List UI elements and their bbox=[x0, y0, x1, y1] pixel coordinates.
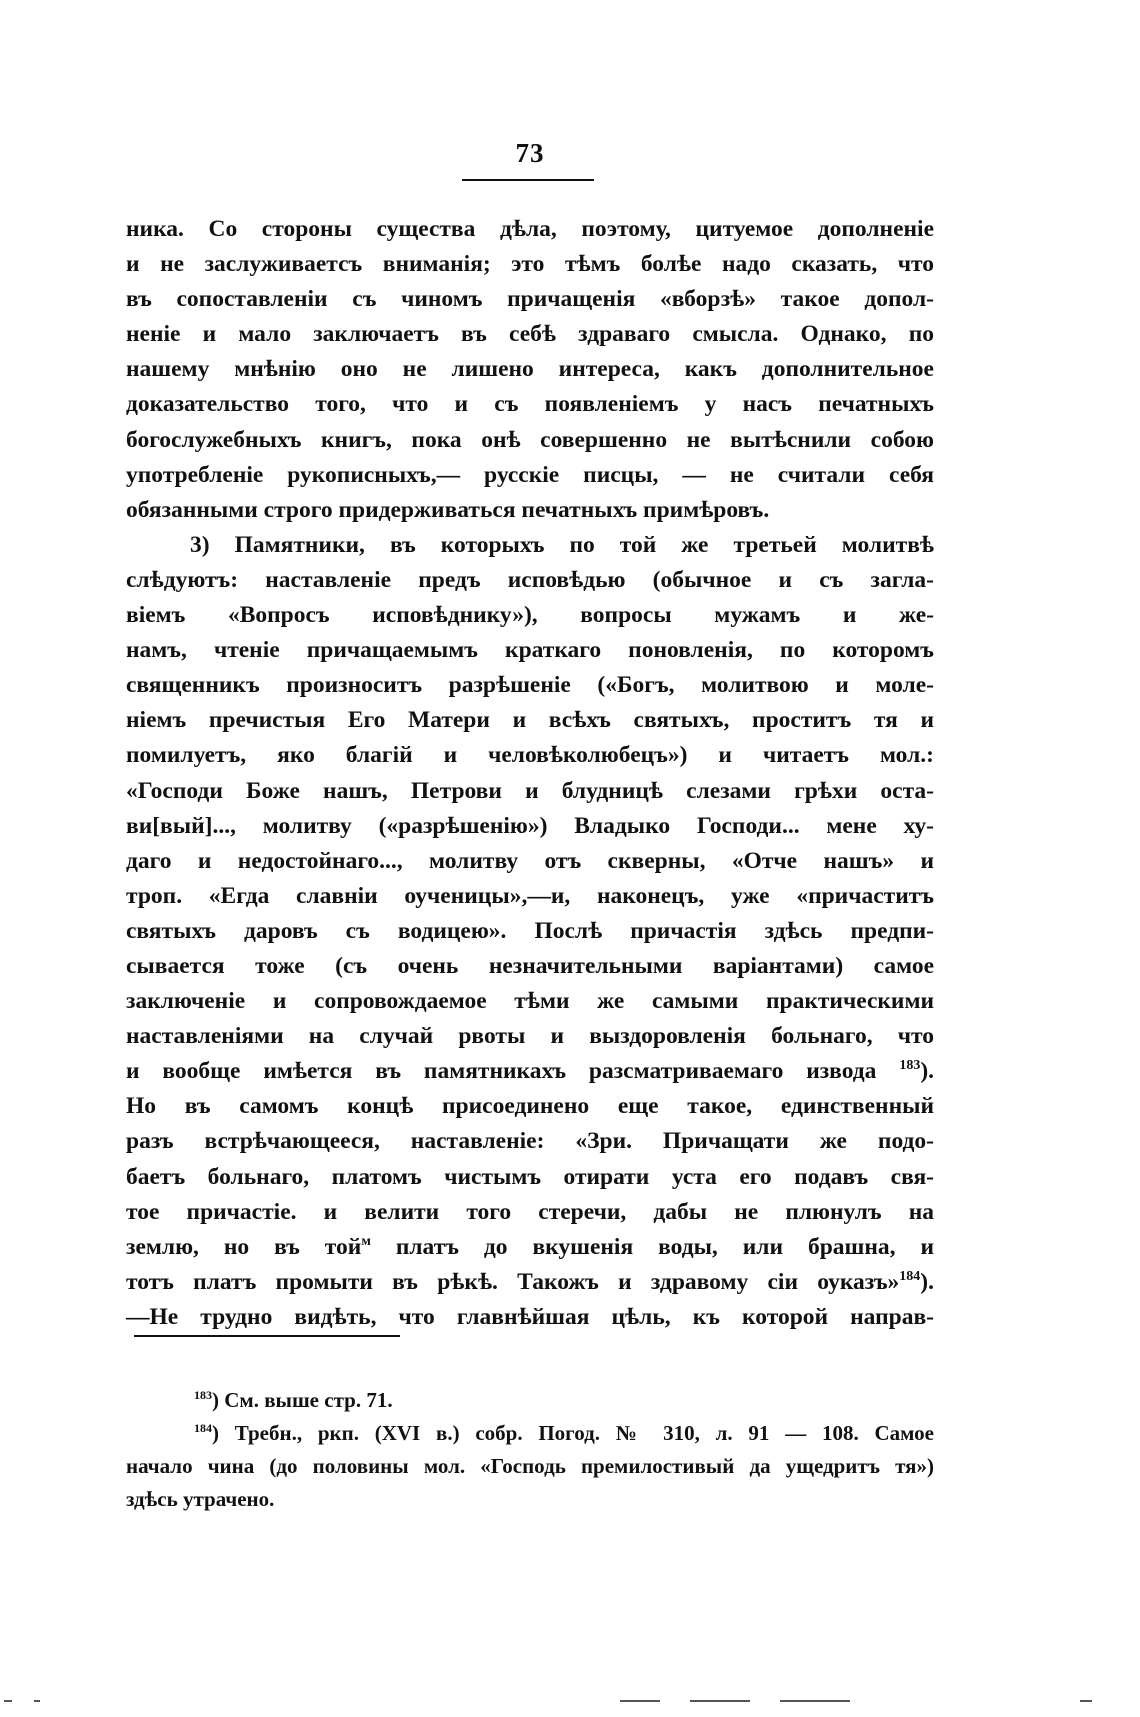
text-line-segment: платъ до вкушенія воды, или брашна, и bbox=[395, 1233, 934, 1260]
speck bbox=[690, 1700, 750, 1702]
text-line: ви[вый]..., молитву («разрѣшенію») Владыко Господи... мене ху- bbox=[126, 812, 934, 839]
text-line-segment: тотъ платъ промыти въ рѣкѣ. Такожъ и здравому сіи оуказъ» bbox=[126, 1268, 900, 1295]
speck bbox=[4, 1700, 12, 1702]
text-line: троп. «Егда славніи оученицы»,—и, наконецъ, уже «причаститъ bbox=[126, 882, 934, 909]
text-line: неніе и мало заключаетъ въ себѣ здраваго смысла. Однако, по bbox=[126, 321, 934, 348]
text-line: «Господи Боже нашъ, Петрови и блудницѣ слезами грѣхи оста- bbox=[126, 777, 934, 804]
text-line: помилуетъ, яко благій и человѣколюбецъ») и читаетъ мол.: bbox=[126, 742, 934, 769]
scan-edge-specks bbox=[0, 1700, 1140, 1706]
text-line: —Не трудно видѣть, что главнѣйшая цѣль, къ которой направ- bbox=[126, 1303, 934, 1330]
speck bbox=[34, 1700, 40, 1702]
text-line: богослужебныхъ книгъ, пока онѣ совершенно не вытѣснили собою bbox=[126, 426, 934, 453]
text-line: сывается тоже (съ очень незначительными варіантами) самое bbox=[126, 952, 934, 979]
page-number-rule bbox=[462, 179, 594, 181]
footnote-184 bbox=[126, 1417, 934, 1450]
speck bbox=[620, 1700, 660, 1702]
paragraph-3-start: 3) Памятники, въ которыхъ по той же третьей молитвѣ bbox=[190, 531, 934, 558]
superscript-mark: м bbox=[361, 1233, 371, 1249]
text-line-with-mark bbox=[126, 1230, 934, 1265]
footnote-183 bbox=[126, 1384, 934, 1417]
text-line-segment: землю, но въ той bbox=[126, 1233, 362, 1260]
text-line: баетъ больнаго, платомъ чистымъ отирати уста его подавъ свя- bbox=[126, 1163, 934, 1190]
footnote-184-continuation: здѣсь утрачено. bbox=[126, 1487, 275, 1511]
text-line: доказательство того, что и съ появленіемъ у насъ печатныхъ bbox=[126, 391, 934, 418]
text-line: Но въ самомъ концѣ присоединено еще такое, единственный bbox=[126, 1093, 934, 1120]
speck bbox=[1080, 1700, 1092, 1702]
text-line: нашему мнѣнію оно не лишено интереса, какъ дополнительное bbox=[126, 356, 934, 383]
text-line: намъ, чтеніе причащаемымъ краткаго поновленія, по которомъ bbox=[126, 637, 934, 664]
text-line: заключеніе и сопровождаемое тѣми же самыми практическими bbox=[126, 988, 934, 1015]
footnotes bbox=[126, 1384, 934, 1516]
text-line: священникъ произноситъ разрѣшеніе («Богъ, молитвою и моле- bbox=[126, 672, 934, 699]
footnote-183-text: ) См. выше стр. 71. bbox=[212, 1388, 393, 1412]
text-line-with-ref-183 bbox=[126, 1054, 934, 1089]
text-line: святыхъ даровъ съ водицею». Послѣ причастія здѣсь предпи- bbox=[126, 917, 934, 944]
footnote-184-continuation: начало чина (до половины мол. «Господь премилостивый да ущедритъ тя») bbox=[126, 1454, 934, 1478]
text-line: віемъ «Вопросъ исповѣднику»), вопросы мужамъ и же- bbox=[126, 602, 934, 629]
text-line: ніемъ пречистыя Его Матери и всѣхъ святыхъ, проститъ тя и bbox=[126, 707, 934, 734]
text-line: наставленіями на случай рвоты и выздоровленія больнаго, что bbox=[126, 1023, 934, 1050]
text-line-segment: и вообще имѣется въ памятникахъ разсматриваемаго извода bbox=[126, 1058, 877, 1085]
text-line: обязанными строго придерживаться печатныхъ примѣровъ. bbox=[126, 496, 770, 523]
text-line: слѣдуютъ: наставленіе предъ исповѣдью (обычное и съ загла- bbox=[126, 566, 934, 593]
footnote-184-text: ) Требн., ркп. (XVI в.) собр. Погод. № 310, л. 91 — 108. Самое bbox=[212, 1421, 934, 1445]
text-line: даго и недостойнаго..., молитву отъ скверны, «Отче нашъ» и bbox=[126, 847, 934, 874]
ref-184-tail: ). bbox=[920, 1268, 934, 1295]
footnote-183-mark: 183 bbox=[194, 1388, 212, 1402]
text-line: употребленіе рукописныхъ,— русскіе писцы, — не считали себя bbox=[126, 461, 934, 488]
footnote-184-mark: 184 bbox=[194, 1421, 212, 1435]
ref-183-tail: ). bbox=[920, 1058, 935, 1085]
footnote-ref-183: 183 bbox=[899, 1058, 921, 1074]
text-line: и не заслуживаетсъ вниманія; это тѣмъ болѣе надо сказать, что bbox=[126, 251, 934, 278]
page-number: 73 bbox=[515, 138, 545, 168]
text-line: разъ встрѣчающееся, наставленіе: «Зри. Причащати же подо- bbox=[126, 1128, 934, 1155]
text-line-with-ref-184 bbox=[126, 1265, 934, 1300]
text-line: тое причастіе. и велити того стеречи, дабы не плюнулъ на bbox=[126, 1198, 934, 1225]
text-line: ника. Со стороны существа дѣла, поэтому, цитуемое дополненіе bbox=[126, 216, 934, 242]
main-text bbox=[126, 212, 934, 1335]
footnote-ref-184: 184 bbox=[899, 1268, 921, 1284]
speck bbox=[780, 1700, 850, 1702]
footnote-separator bbox=[134, 1335, 400, 1337]
text-line: въ сопоставленіи съ чиномъ причащенія «вборзѣ» такое допол- bbox=[126, 286, 934, 313]
